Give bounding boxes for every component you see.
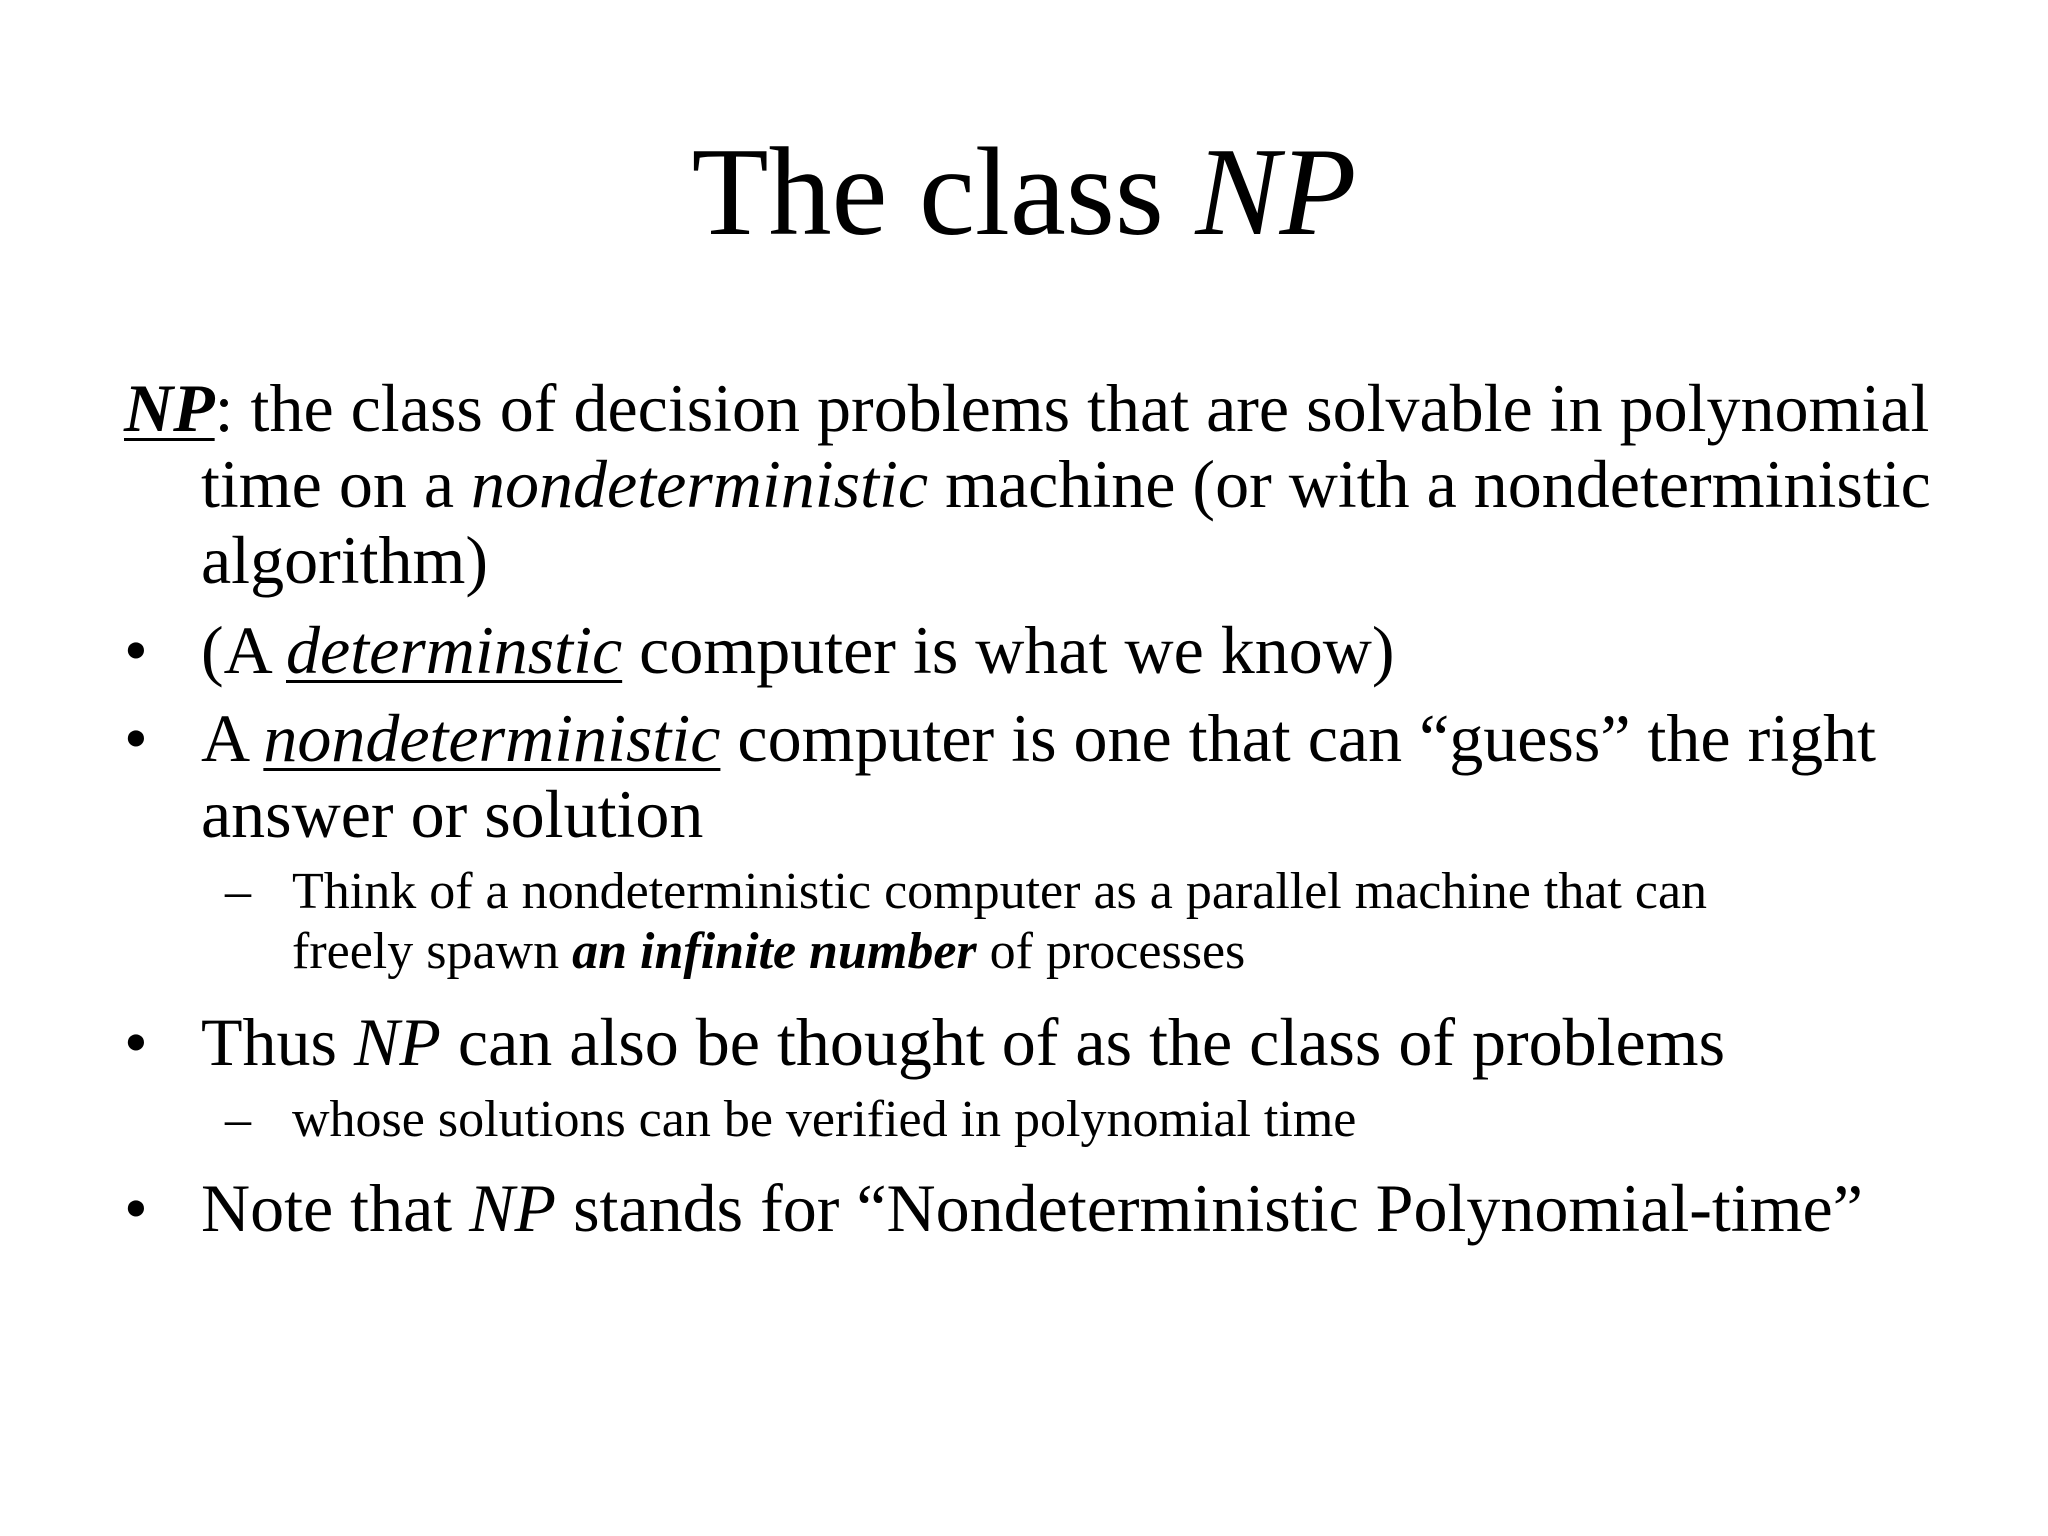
title-text: The class	[691, 123, 1196, 262]
sub-bullet-text: Think of a nondeterministic computer as a parallel machine that can	[292, 863, 1708, 920]
title-np: NP	[1195, 123, 1357, 262]
sub-bullet-1-line-2	[292, 922, 1245, 982]
bullet-text: A	[201, 700, 264, 776]
bullet-marker: •	[124, 612, 148, 688]
bullet-text: (A	[201, 612, 286, 688]
bullet-marker: •	[124, 1004, 148, 1080]
sub-bullet-marker: –	[225, 863, 251, 920]
bullet-marker: •	[124, 1170, 148, 1246]
bullet-marker: •	[124, 700, 148, 776]
definition-text: : the class of decision problems that are solvable in polynomial	[214, 370, 1930, 446]
sub-bullet-text: whose solutions can be verified in polynomial time	[292, 1091, 1357, 1148]
bullet-np: NP	[469, 1170, 557, 1246]
sub-bullet-1	[292, 862, 1707, 922]
sub-bullet-marker: –	[225, 1091, 251, 1148]
sub-bullet-text: of processes	[976, 923, 1246, 980]
definition-line-2	[201, 446, 1931, 522]
definition-emphasis: nondeterministic	[471, 446, 929, 522]
bullet-text: answer or solution	[201, 776, 704, 852]
bullet-2-line-2	[201, 776, 703, 852]
definition-line-1	[124, 370, 1929, 446]
bullet-1	[201, 612, 1395, 688]
sub-bullet-text: freely spawn	[292, 923, 573, 980]
definition-text: algorithm)	[201, 522, 489, 598]
bullet-text: Note that	[201, 1170, 470, 1246]
bullet-text: Thus	[201, 1004, 354, 1080]
slide-title	[0, 118, 2048, 268]
sub-bullet-2	[292, 1090, 1356, 1150]
np-term: NP	[124, 370, 215, 446]
bullet-4	[201, 1170, 1863, 1246]
bullet-2	[201, 700, 1876, 776]
bullet-3	[201, 1004, 1725, 1080]
bullet-underlined-term: determinstic	[286, 612, 623, 688]
bullet-np: NP	[354, 1004, 441, 1080]
bullet-text: computer is what we know)	[622, 612, 1395, 688]
bullet-text: stands for “Nondeterministic Polynomial-time”	[556, 1170, 1863, 1246]
bullet-text: computer is one that can “guess” the right	[720, 700, 1877, 776]
sub-bullet-emphasis: an infinite number	[572, 923, 977, 980]
definition-line-3	[201, 522, 488, 598]
bullet-text: can also be thought of as the class of problems	[440, 1004, 1726, 1080]
definition-text: machine (or with a nondeterministic	[928, 446, 1931, 522]
definition-text: time on a	[201, 446, 472, 522]
bullet-underlined-term: nondeterministic	[263, 700, 721, 776]
